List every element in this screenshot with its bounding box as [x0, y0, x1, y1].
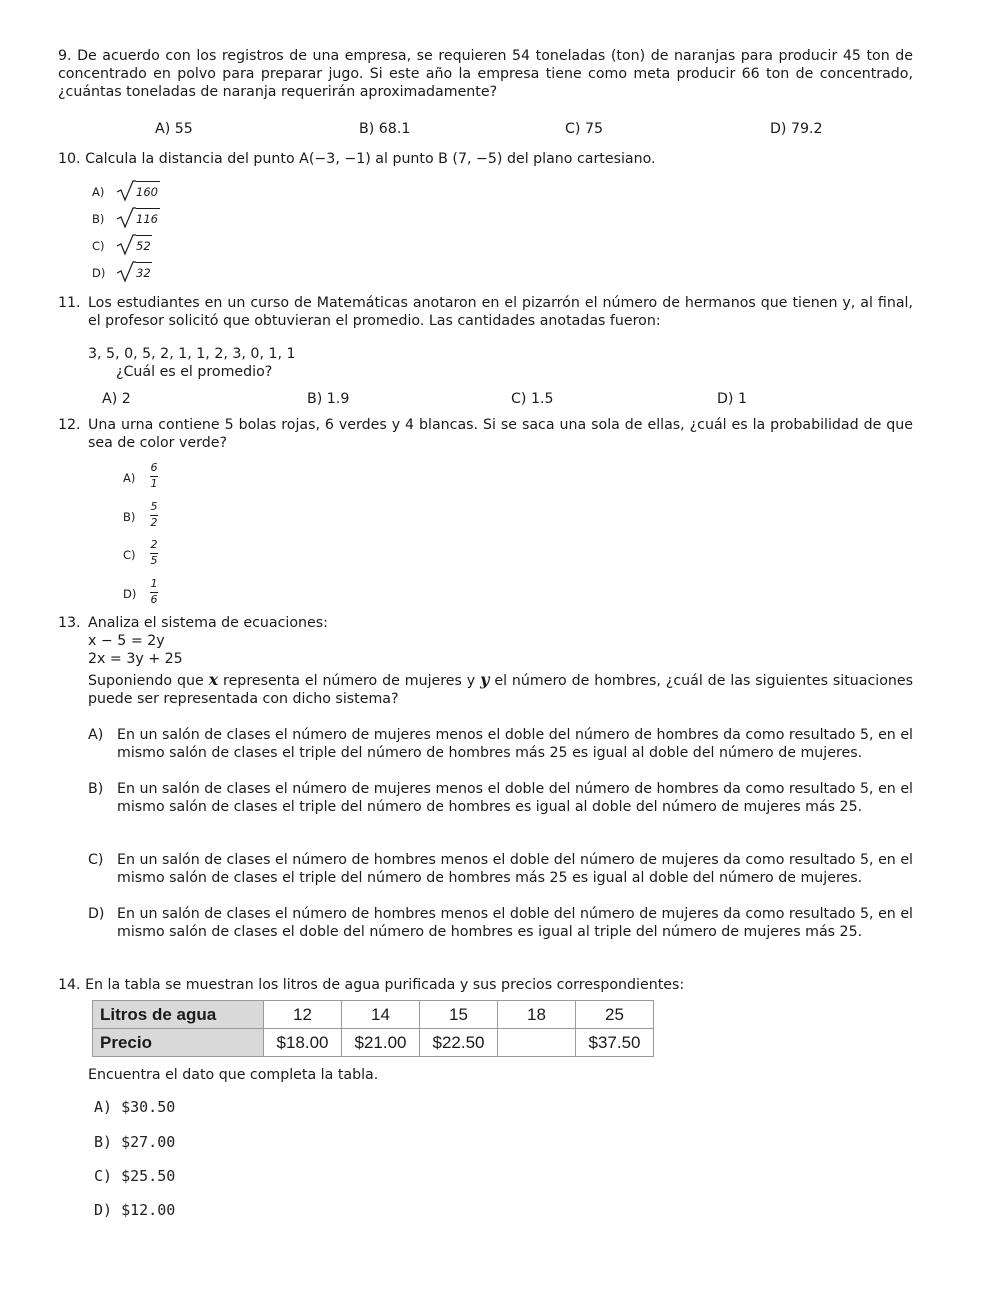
- question-10-text: 10. Calcula la distancia del punto A(−3, −1) al punto B (7, −5) del plano cartesiano.: [58, 151, 656, 167]
- q12-option-c[interactable]: [123, 538, 163, 572]
- table-cell: $22.50: [420, 1029, 498, 1057]
- radical-bar: [136, 262, 152, 263]
- q12-option-a-label: A): [123, 471, 136, 485]
- table-cell: 15: [420, 1001, 498, 1029]
- q13-option-d-label[interactable]: D): [88, 906, 105, 922]
- question-13-number: 13.: [58, 615, 81, 631]
- question-14-text: 14. En la tabla se muestran los litros de agua purificada y sus precios correspondientes:: [58, 977, 685, 993]
- square-root-icon: [116, 260, 136, 284]
- q13-option-d-text[interactable]: En un salón de clases el número de hombres menos el doble del número de mujeres da como resultado 5, en el mismo salón de clases el doble del número de hombres es igual al triple del número de mujeres más 25.: [117, 906, 913, 940]
- q10-option-c[interactable]: [92, 233, 172, 257]
- question-13-title: Analiza el sistema de ecuaciones:: [88, 615, 328, 631]
- q10-option-d[interactable]: [92, 260, 172, 284]
- q13-statement: [88, 671, 913, 708]
- water-price-table: [92, 1000, 654, 1057]
- q13-option-c-label[interactable]: C): [88, 852, 104, 868]
- table-cell: 25: [576, 1001, 654, 1029]
- fraction-numerator: 1: [150, 577, 158, 590]
- q10-option-b-label: B): [92, 212, 105, 226]
- q10-option-a-label: A): [92, 185, 105, 199]
- q13-equation-2: 2x = 3y + 25: [88, 651, 183, 667]
- square-root-icon: [116, 206, 136, 230]
- fraction-denominator: 5: [150, 554, 158, 567]
- variable-x: x: [208, 670, 219, 689]
- q9-option-d[interactable]: D) 79.2: [770, 121, 823, 137]
- radical-bar: [136, 181, 160, 182]
- fraction-numerator: 2: [150, 538, 158, 551]
- q11-data-values: 3, 5, 0, 5, 2, 1, 1, 2, 3, 0, 1, 1: [88, 346, 296, 362]
- fraction-denominator: 2: [150, 516, 158, 529]
- q13-option-a-label[interactable]: A): [88, 727, 104, 743]
- q10-option-b[interactable]: [92, 206, 172, 230]
- q12-option-d[interactable]: [123, 577, 163, 611]
- q9-option-a[interactable]: A) 55: [155, 121, 193, 137]
- q11-question: ¿Cuál es el promedio?: [116, 364, 273, 380]
- q14-option-b[interactable]: B) $27.00: [94, 1133, 176, 1151]
- q13-option-c-text[interactable]: En un salón de clases el número de hombres menos el doble del número de mujeres da como resultado 5, en el mismo salón de clases el triple del número de hombres más 25 es igual al doble del número de mujeres.: [117, 852, 913, 886]
- q12-option-a[interactable]: [123, 461, 163, 495]
- table-cell: 18: [498, 1001, 576, 1029]
- q10-option-a-radicand: 160: [136, 185, 158, 199]
- q12-option-b-label: B): [123, 510, 136, 524]
- q12-option-c-label: C): [123, 548, 136, 562]
- q9-option-b[interactable]: B) 68.1: [359, 121, 411, 137]
- q10-option-a[interactable]: [92, 179, 172, 203]
- variable-y: y: [480, 670, 490, 689]
- q14-option-c[interactable]: C) $25.50: [94, 1167, 176, 1185]
- table-cell: $37.50: [576, 1029, 654, 1057]
- q13-statement-part-3: el número de hombres, ¿cuál de las siguientes situaciones puede ser representada con dicho sistema?: [88, 673, 913, 707]
- q10-option-c-radicand: 52: [136, 239, 151, 253]
- q10-option-d-radicand: 32: [136, 266, 151, 280]
- square-root-icon: [116, 179, 136, 203]
- q13-equation-1: x − 5 = 2y: [88, 633, 165, 649]
- table-row: [93, 1029, 654, 1057]
- fraction-denominator: 6: [150, 593, 158, 606]
- question-11-number: 11.: [58, 295, 81, 311]
- q13-statement-part-2: representa el número de mujeres y: [218, 673, 481, 689]
- question-11-text: Los estudiantes en un curso de Matemáticas anotaron en el pizarrón el número de hermanos que tienen y, al final, el profesor solicitó que obtuvieran el promedio. Las cantidades anotadas fueron:: [88, 295, 913, 329]
- q13-option-b-label[interactable]: B): [88, 781, 104, 797]
- fraction-numerator: 5: [150, 500, 158, 513]
- q10-option-c-label: C): [92, 239, 105, 253]
- table-cell: 14: [342, 1001, 420, 1029]
- radical-bar: [136, 235, 152, 236]
- table-cell: $18.00: [264, 1029, 342, 1057]
- table-row: [93, 1001, 654, 1029]
- q11-option-c[interactable]: C) 1.5: [511, 391, 554, 407]
- question-12-number: 12.: [58, 417, 81, 433]
- q11-option-b[interactable]: B) 1.9: [307, 391, 350, 407]
- q12-option-d-label: D): [123, 587, 137, 601]
- q10-option-d-label: D): [92, 266, 106, 280]
- q14-option-d[interactable]: D) $12.00: [94, 1201, 176, 1219]
- q14-option-a[interactable]: A) $30.50: [94, 1098, 176, 1116]
- q14-instruction: Encuentra el dato que completa la tabla.: [88, 1067, 379, 1083]
- table-cell: $21.00: [342, 1029, 420, 1057]
- table-cell: 12: [264, 1001, 342, 1029]
- q12-option-b[interactable]: [123, 500, 163, 534]
- table-cell-missing: [498, 1029, 576, 1057]
- fraction-numerator: 6: [150, 461, 158, 474]
- fraction-denominator: 1: [150, 477, 158, 490]
- q11-option-d[interactable]: D) 1: [717, 391, 747, 407]
- q10-option-b-radicand: 116: [136, 212, 158, 226]
- radical-bar: [136, 208, 160, 209]
- q13-statement-part-1: Suponiendo que: [88, 673, 209, 689]
- question-9-text: 9. De acuerdo con los registros de una empresa, se requieren 54 toneladas (ton) de naranjas para producir 45 ton de concentrado en polvo para preparar jugo. Si este año la empresa tiene como meta producir 66 ton de concentrado, ¿cuántas toneladas de naranja requerirán aproximadamente?: [58, 48, 913, 100]
- q13-option-b-text[interactable]: En un salón de clases el número de mujeres menos el doble del número de hombres da como resultado 5, en el mismo salón de clases el triple del número de hombres es igual al doble del número de mujeres más 25.: [117, 781, 913, 815]
- question-12-text: Una urna contiene 5 bolas rojas, 6 verdes y 4 blancas. Si se saca una sola de ellas, ¿cuál es la probabilidad de que sea de color verde?: [88, 417, 913, 451]
- q13-option-a-text[interactable]: En un salón de clases el número de mujeres menos el doble del número de hombres da como resultado 5, en el mismo salón de clases el triple del número de hombres más 25 es igual al doble del número de mujeres.: [117, 727, 913, 761]
- square-root-icon: [116, 233, 136, 257]
- table-header-liters: Litros de agua: [93, 1001, 264, 1029]
- q11-option-a[interactable]: A) 2: [102, 391, 131, 407]
- q9-option-c[interactable]: C) 75: [565, 121, 604, 137]
- table-header-price: Precio: [93, 1029, 264, 1057]
